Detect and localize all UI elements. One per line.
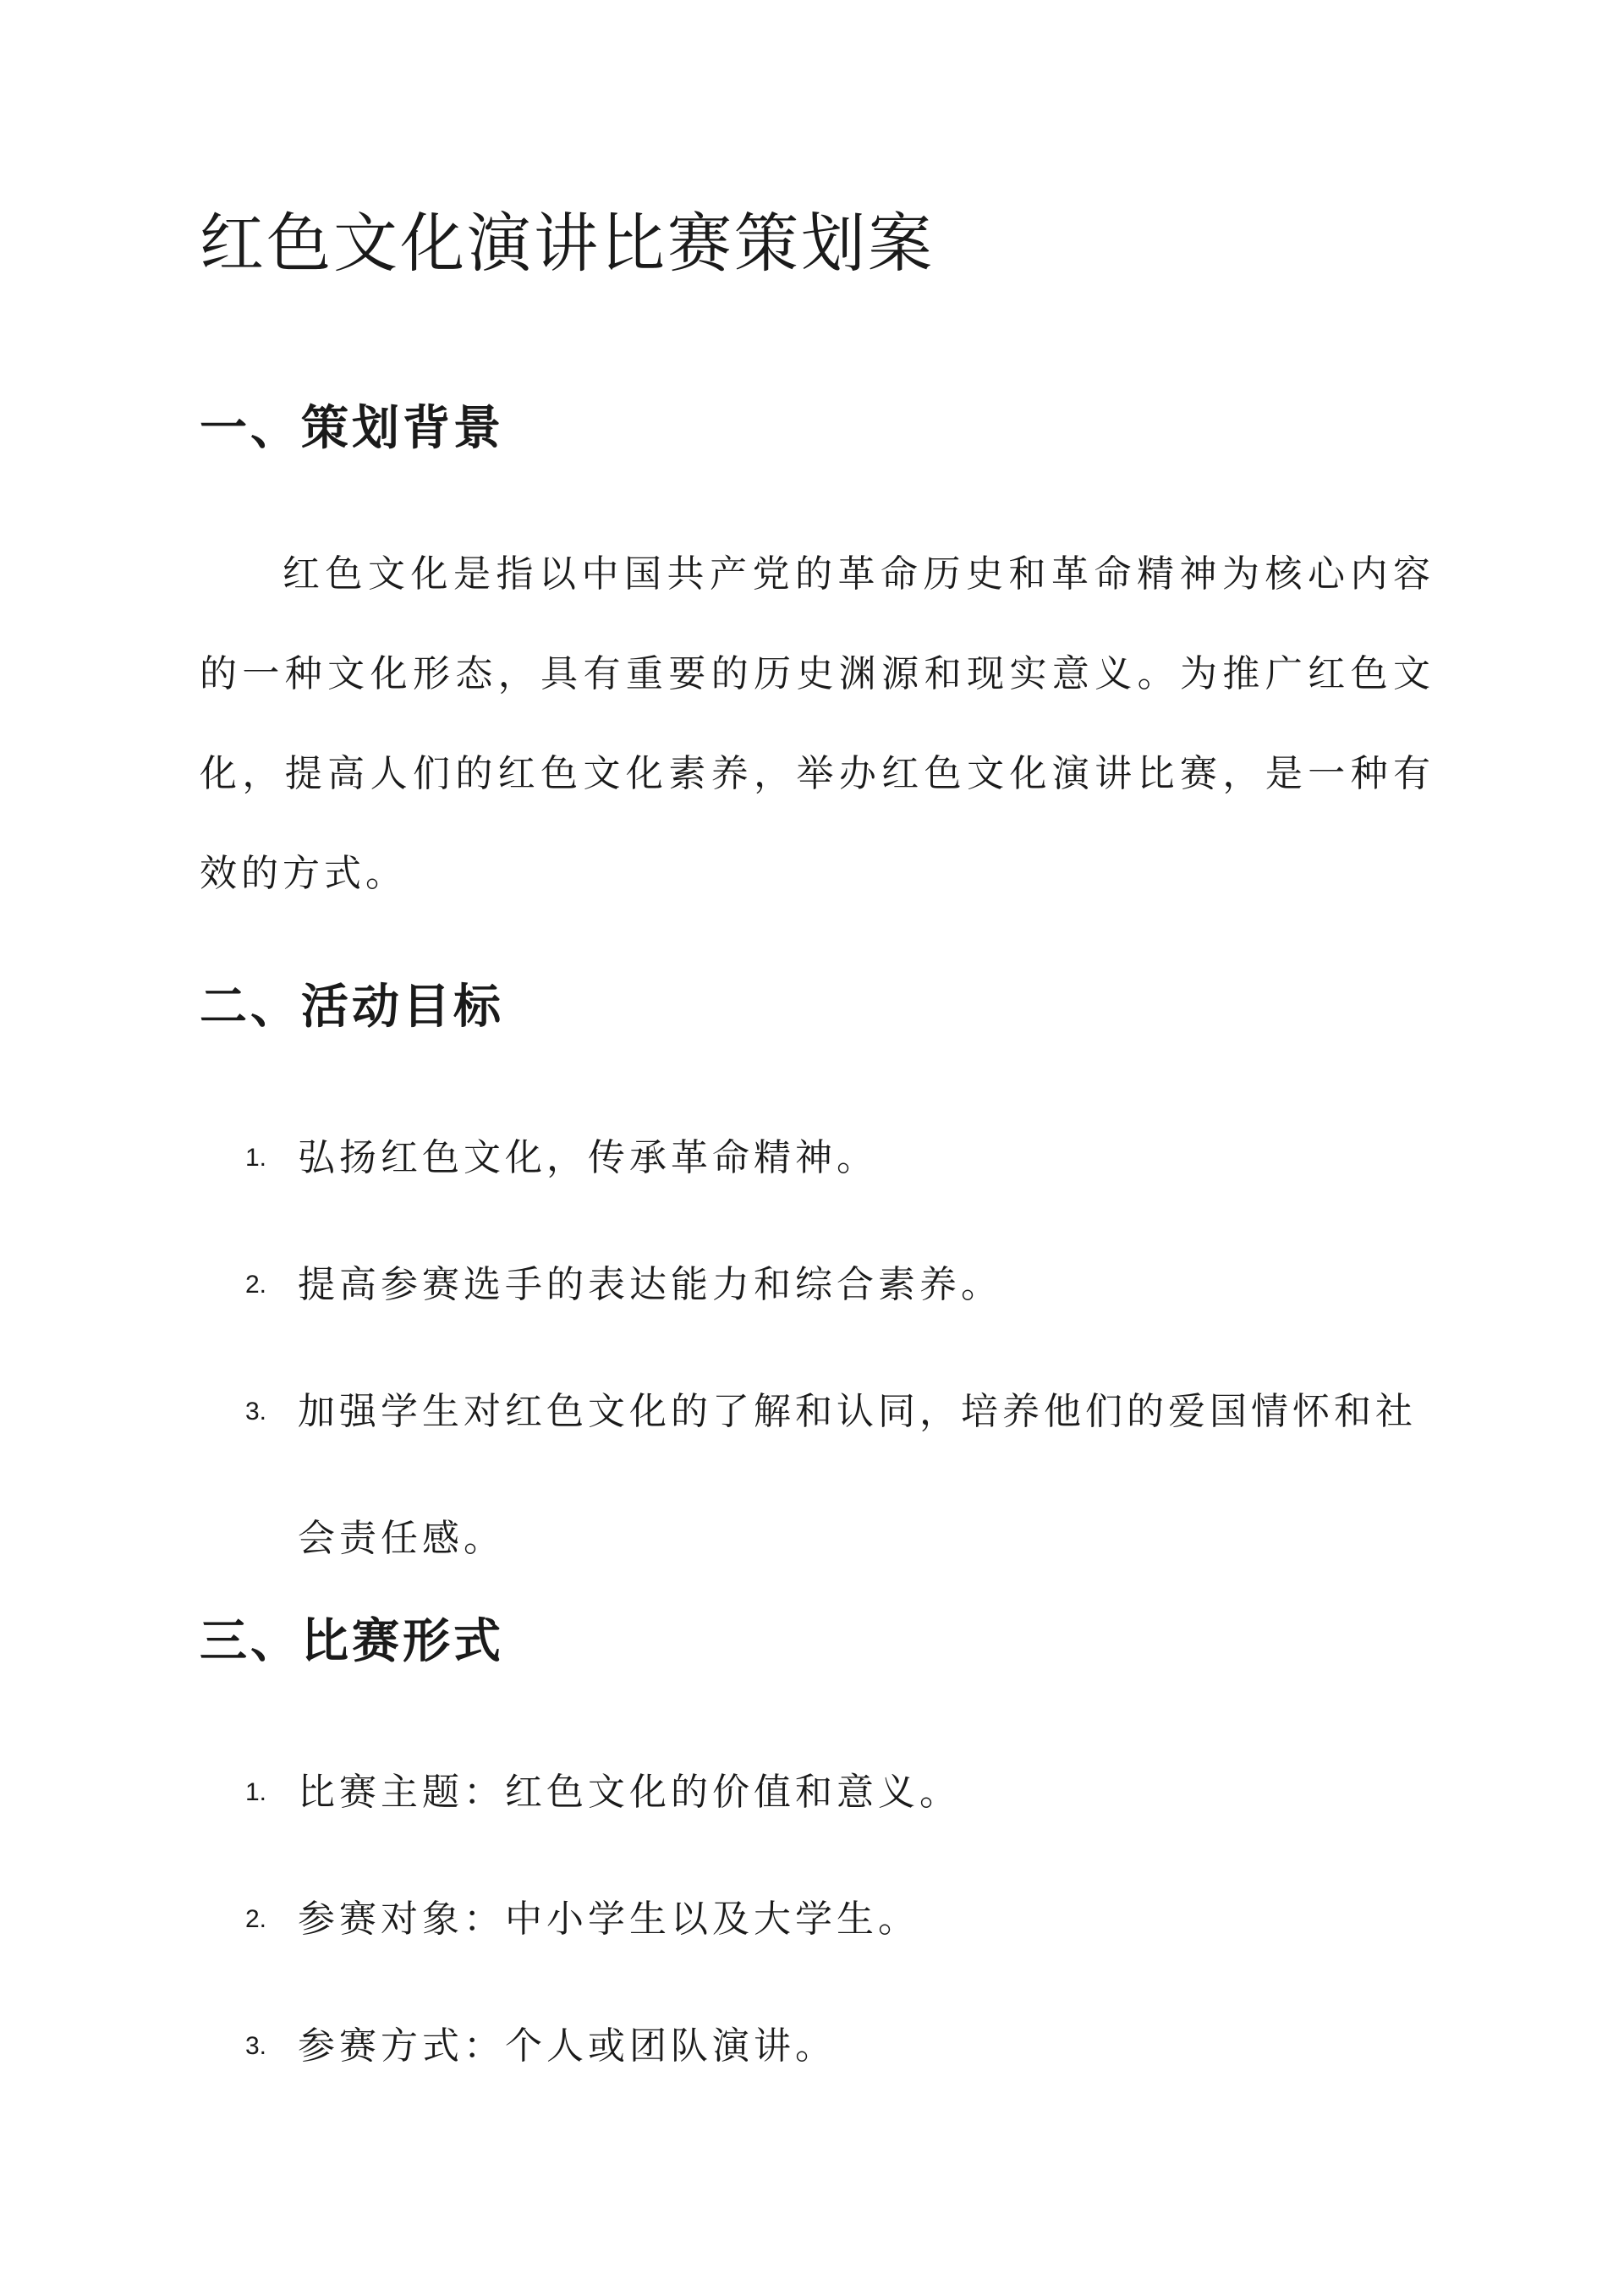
section-heading-goals: 二、活动目标 — [200, 979, 504, 1035]
list-item-number: 2. — [245, 1271, 267, 1299]
list-item-number: 1. — [245, 1144, 267, 1172]
list-item-text: 参赛对象：中小学生以及大学生。 — [298, 1898, 919, 1941]
list-item-text: 比赛主题：红色文化的价值和意义。 — [298, 1771, 961, 1814]
list-item-text: 参赛方式：个人或团队演讲。 — [298, 2024, 837, 2068]
list-item-text: 提高参赛选手的表达能力和综合素养。 — [298, 1263, 1002, 1306]
list-item-text: 加强学生对红色文化的了解和认同，培养他们的爱国情怀和社会责任感。 — [298, 1390, 1417, 1560]
list-item-number: 1. — [245, 1778, 267, 1806]
list-item-text: 弘扬红色文化，传承革命精神。 — [298, 1136, 878, 1179]
document-title: 红色文化演讲比赛策划案 — [200, 206, 935, 281]
section-heading-format: 三、比赛形式 — [200, 1613, 504, 1669]
list-item-number: 2. — [245, 1905, 267, 1933]
list-item-number: 3. — [245, 2032, 267, 2060]
list-item-number: 3. — [245, 1398, 267, 1425]
section-heading-background: 一、策划背景 — [200, 400, 504, 456]
section-paragraph-background: 红色文化是指以中国共产党的革命历史和革命精神为核心内容的一种文化形态，具有重要的历史渊源和现实意义。为推广红色文化，提高人们的红色文化素养，举办红色文化演讲比赛，是一种有效的方式。 — [200, 552, 1435, 895]
